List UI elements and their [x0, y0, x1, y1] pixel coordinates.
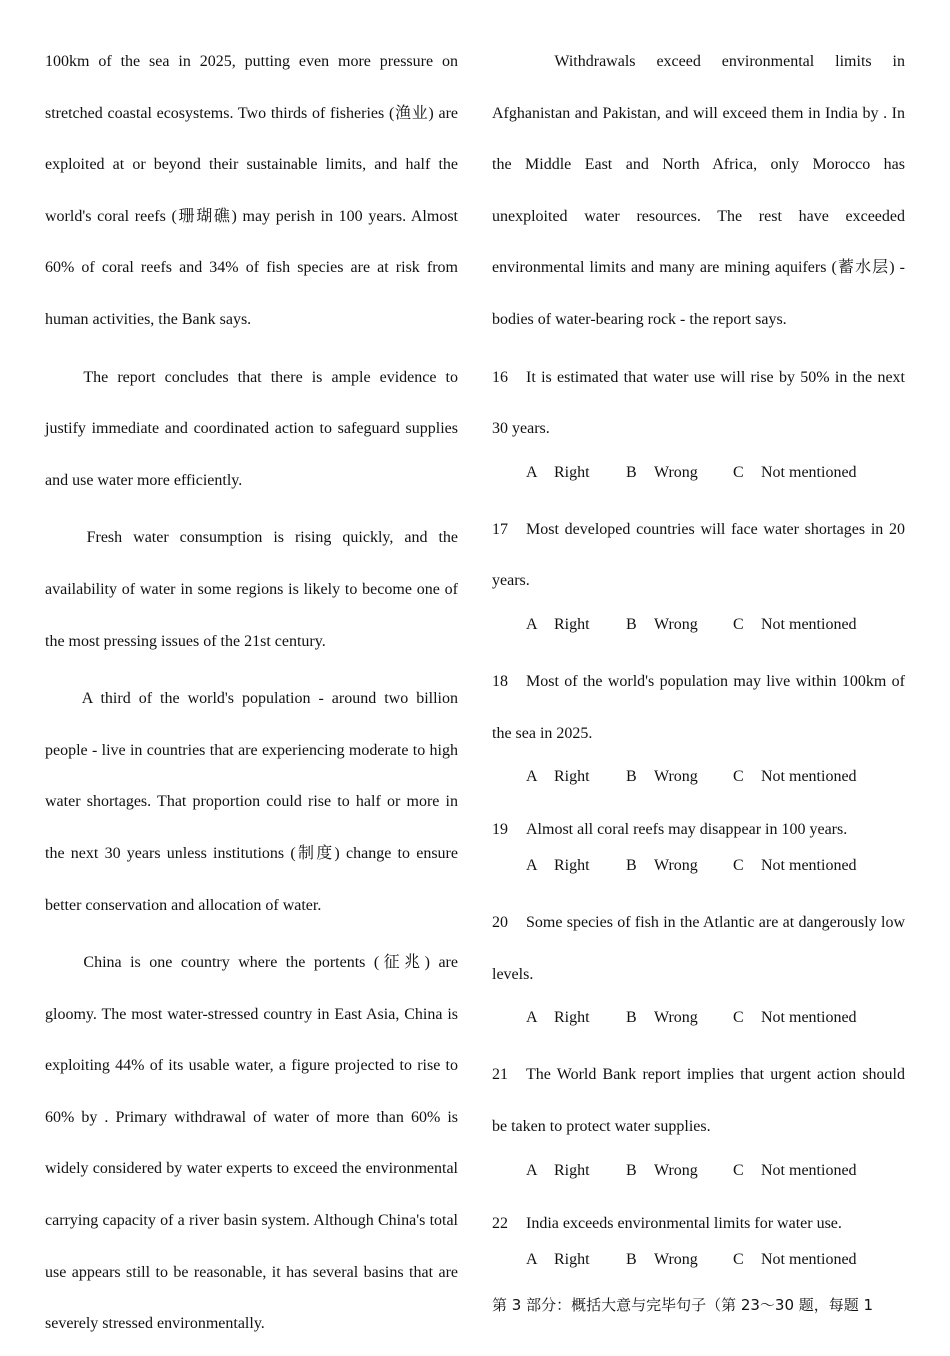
option-right[interactable]: A Right	[526, 463, 590, 481]
question-statement: India exceeds environmental limits for water use.	[526, 1214, 842, 1232]
option-not-mentioned[interactable]: C Not mentioned	[733, 463, 857, 481]
option-right[interactable]: A Right	[526, 615, 590, 633]
option-wrong[interactable]: B Wrong	[626, 615, 698, 633]
option-right[interactable]: A Right	[526, 857, 590, 875]
option-wrong[interactable]: B Wrong	[626, 1009, 698, 1027]
option-wrong[interactable]: B Wrong	[626, 1161, 698, 1179]
question-number: 18	[492, 672, 508, 690]
question-number: 22	[492, 1214, 508, 1232]
option-wrong[interactable]: B Wrong	[626, 768, 698, 786]
passage-paragraph-3: Fresh water consumption is rising quickly, and the availability of water in some regions is likely to become one of the most pressing issues of the 21st century.	[45, 529, 458, 650]
option-wrong[interactable]: B Wrong	[626, 1250, 698, 1268]
question-statement: Most of the world's population may live within 100km of the sea in 2025.	[492, 672, 905, 742]
option-not-mentioned[interactable]: C Not mentioned	[733, 1161, 857, 1179]
question-statement: Almost all coral reefs may disappear in 100 years.	[526, 821, 848, 839]
question-item	[492, 812, 905, 893]
question-item	[492, 897, 905, 1045]
question-statement: Some species of fish in the Atlantic are at dangerously low levels.	[492, 914, 905, 983]
question-statement: Most developed countries will face water shortages in 20 years.	[492, 520, 905, 590]
question-text	[492, 897, 905, 1000]
passage-paragraph-4: A third of the world's population - around two billion people - live in countries that are experiencing moderate to high water shortages. That proportion could rise to half or more in the next 30 years unless institutions (制度) change to ensure better conservation and allocation of water.	[45, 690, 458, 914]
question-number: 16	[492, 368, 508, 386]
question-text	[492, 1049, 905, 1152]
option-not-mentioned[interactable]: C Not mentioned	[733, 1009, 857, 1027]
passage-paragraph-5: China is one country where the portents (征兆) are gloomy. The most water-stressed country in East Asia, China is exploiting 44% of its usable water, a figure projected to rise to 60% by . Primary withdrawal of water of more than 60% is widely considered by water experts to exceed the environmental carrying capacity of a river basin system. Although China's total use appears still to be reasonable, it has several basins that are severely stressed environmentally.	[45, 954, 458, 1333]
option-right[interactable]: A Right	[526, 1161, 590, 1179]
answer-options	[492, 759, 905, 804]
question-text	[492, 1206, 905, 1242]
option-wrong[interactable]: B Wrong	[626, 857, 698, 875]
section-heading: 第 3 部分：概括大意与完毕句子（第 23～30 题，每题 1	[492, 1295, 874, 1314]
question-statement: It is estimated that water use will rise by 50% in the next 30 years.	[492, 368, 905, 438]
answer-options	[492, 848, 905, 893]
question-number: 17	[492, 520, 508, 538]
option-right[interactable]: A Right	[526, 1250, 590, 1268]
answer-options	[492, 607, 905, 652]
question-text	[492, 352, 905, 455]
answer-options	[492, 1153, 905, 1198]
passage-paragraph-6: Withdrawals exceed environmental limits in Afghanistan and Pakistan, and will exceed them in India by . In the Middle East and North Africa, only Morocco has unexploited water resources. The rest have exceeded environmental limits and many are mining aquifers (蓄水层) - bodies of water-bearing rock - the report says.	[492, 53, 905, 328]
question-statement: The World Bank report implies that urgent action should be taken to protect water supplies.	[492, 1066, 905, 1135]
question-number: 20	[492, 914, 508, 932]
question-text	[492, 504, 905, 607]
passage-paragraph-1: 100km of the sea in 2025, putting even more pressure on stretched coastal ecosystems. Two thirds of fisheries (渔业) are exploited at or beyond their sustainable limits, and half the world's coral reefs (珊瑚礁) may perish in 100 years. Almost 60% of coral reefs and 34% of fish species are at risk from human activities, the Bank says.	[45, 53, 458, 328]
question-item	[492, 504, 905, 652]
answer-options	[492, 1000, 905, 1045]
option-not-mentioned[interactable]: C Not mentioned	[733, 1250, 857, 1268]
option-right[interactable]: A Right	[526, 768, 590, 786]
option-right[interactable]: A Right	[526, 1009, 590, 1027]
question-item	[492, 352, 905, 500]
answer-options	[492, 455, 905, 500]
answer-options	[492, 1242, 905, 1287]
question-text	[492, 812, 905, 848]
question-number: 21	[492, 1066, 508, 1084]
question-item	[492, 1049, 905, 1197]
option-not-mentioned[interactable]: C Not mentioned	[733, 615, 857, 633]
option-not-mentioned[interactable]: C Not mentioned	[733, 857, 857, 875]
left-column	[45, 36, 458, 1356]
option-wrong[interactable]: B Wrong	[626, 463, 698, 481]
question-item	[492, 1206, 905, 1287]
question-text	[492, 656, 905, 759]
option-not-mentioned[interactable]: C Not mentioned	[733, 768, 857, 786]
question-number: 19	[492, 821, 508, 839]
question-item	[492, 656, 905, 804]
right-column	[492, 36, 905, 1323]
passage-paragraph-2: The report concludes that there is ample evidence to justify immediate and coordinated action to safeguard supplies and use water more efficiently.	[45, 368, 458, 489]
